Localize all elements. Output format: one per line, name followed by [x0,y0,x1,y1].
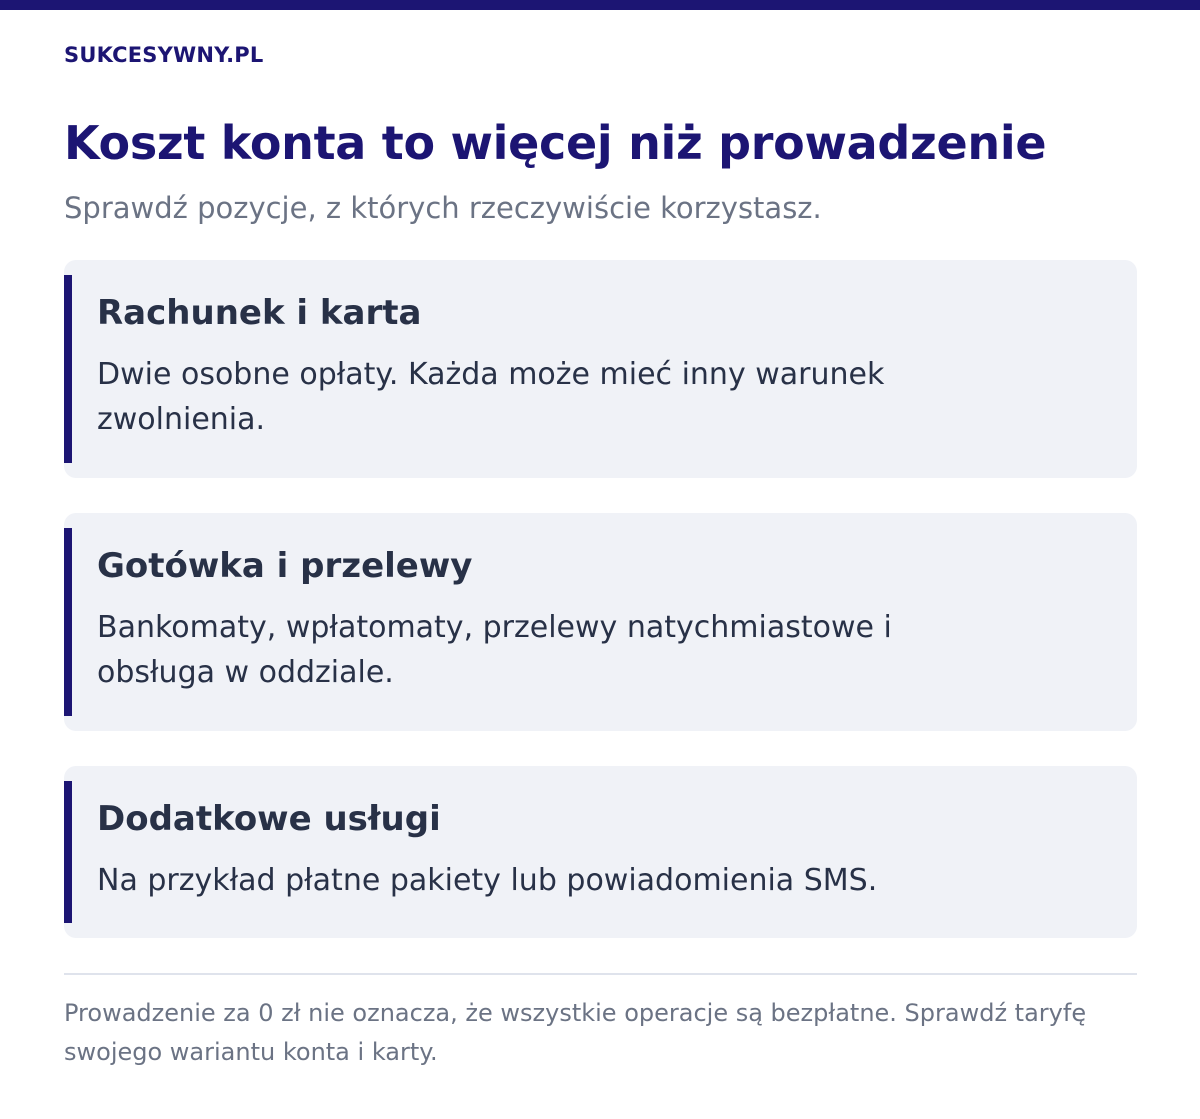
top-accent-bar [0,0,1200,10]
footer-note: Prowadzenie za 0 zł nie oznacza, że wszystkie operacje są bezpłatne. Sprawdź taryfę swojego wariantu konta i karty. [64,999,1087,1066]
footer-divider [64,973,1137,975]
card-accent-bar [64,528,72,716]
cost-card-account-and-card [64,260,1137,478]
card-accent-bar [64,275,72,463]
card-title: Gotówka i przelewy [97,546,473,586]
brand-logo: SUKCESYWNY.PL [64,43,264,67]
card-title: Rachunek i karta [97,293,422,333]
page-title: Koszt konta to więcej niż prowadzenie [64,116,1047,170]
page-subtitle: Sprawdź pozycje, z których rzeczywiście korzystasz. [64,191,822,225]
card-accent-bar [64,781,72,923]
card-title: Dodatkowe usługi [97,799,441,839]
card-description: Na przykład płatne pakiety lub powiadomienia SMS. [97,863,878,898]
card-description: Dwie osobne opłaty. Każda może mieć inny warunek zwolnienia. [97,357,885,437]
cost-card-additional-services [64,766,1137,938]
card-description: Bankomaty, wpłatomaty, przelewy natychmiastowe i obsługa w oddziale. [97,610,892,690]
cost-card-cash-and-transfers [64,513,1137,731]
